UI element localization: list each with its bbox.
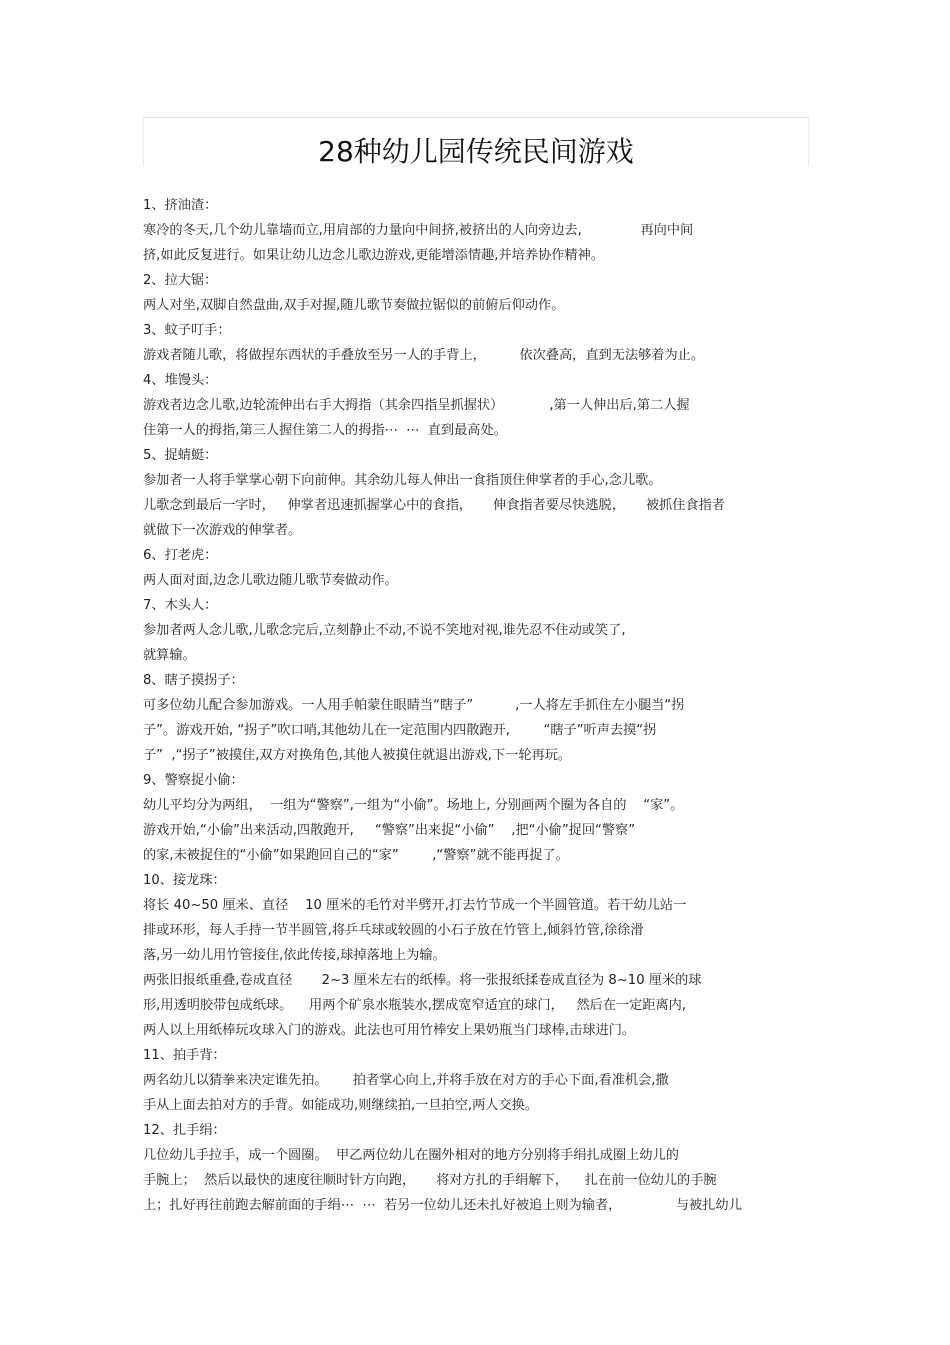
text-line: 挤,如此反复进行。如果让幼儿边念儿歌边游戏,更能增添情趣,并培养协作精神。 <box>143 248 604 263</box>
text-line: 参加者两人念儿歌,儿歌念完后,立刻静止不动,不说不笑地对视,谁先忍不住动或笑了, <box>143 623 626 638</box>
text-line: 可多位幼儿配合参加游戏。一人用手帕蒙住眼睛当“瞎子” ,一人将左手抓住左小腿当“拐 <box>143 698 685 713</box>
text-line: 的家,未被捉住的“小偷”如果跑回自己的“家” ,“警察”就不能再捉了。 <box>143 848 569 863</box>
text-line: 7、木头人： <box>143 598 218 613</box>
text-line: 8、瞎子摸拐子： <box>143 673 244 688</box>
text-line: 11、拍手背： <box>143 1048 226 1063</box>
text-line: 游戏者边念儿歌,边轮流伸出右手大拇指（其余四指呈抓握状） ,第一人伸出后,第二人握 <box>143 398 690 413</box>
text-line: 几位幼儿手拉手，成一个圆圈。 甲乙两位幼儿在圈外相对的地方分别将手绢扎成圈上幼儿的 <box>143 1148 679 1163</box>
text-line: 10、接龙珠： <box>143 873 226 888</box>
text-line: 两名幼儿以猜拳来决定谁先拍。 拍者掌心向上,并将手放在对方的手心下面,看准机会,撒 <box>143 1073 669 1088</box>
text-line: 手腕上； 然后以最快的速度往顺时针方向跑， 将对方扎的手绢解下， 扎在前一位幼儿的手腕 <box>143 1173 717 1188</box>
text-line: 儿歌念到最后一字时， 伸掌者迅速抓握掌心中的食指， 伸食指者要尽快逃脱， 被抓住食指者 <box>143 498 725 513</box>
text-line: 两人以上用纸棒玩攻球入门的游戏。此法也可用竹棒安上果奶瓶当门球棒,击球进门。 <box>143 1023 636 1038</box>
text-line: 上；扎好再往前跑去解前面的手绢⋯ ⋯ 若另一位幼儿还未扎好被追上则为输者， 与被扎幼儿 <box>143 1198 742 1213</box>
text-line: 游戏者随儿歌，将做捏东西状的手叠放至另一人的手背上， 依次叠高，直到无法够着为止。 <box>143 348 705 363</box>
text-line: 就算输。 <box>143 648 196 663</box>
text-line: 形,用透明胶带包成纸球。 用两个矿泉水瓶装水,摆成宽窄适宜的球门， 然后在一定距离内, <box>143 998 687 1013</box>
text-line: 手从上面去拍对方的手背。如能成功,则继续拍,一旦拍空,两人交换。 <box>143 1098 539 1113</box>
text-line: 住第一人的拇指,第三人握住第二人的拇指⋯ ⋯ 直到最高处。 <box>143 423 507 438</box>
text-line: 6、打老虎： <box>143 548 218 563</box>
text-line: 两人对坐,双脚自然盘曲,双手对握,随儿歌节奏做拉锯似的前俯后仰动作。 <box>143 298 565 313</box>
text-line: 5、捉蜻蜓： <box>143 448 218 463</box>
text-line: 参加者一人将手掌掌心朝下向前伸。其余幼儿每人伸出一食指顶住伸掌者的手心,念儿歌。 <box>143 473 662 488</box>
text-line: 游戏开始,“小偷”出来活动,四散跑开, “警察”出来捉“小偷” ,把“小偷”捉回“警察” <box>143 823 636 838</box>
document-title: 28种幼儿园传统民间游戏 <box>318 135 634 168</box>
text-line: 3、蚊子叮手： <box>143 323 231 338</box>
text-line: 将长 40~50 厘米、直径 10 厘米的毛竹对半劈开,打去竹节成一个半圆管道。若干幼儿站一 <box>143 898 687 913</box>
title-box <box>143 117 809 166</box>
text-line: 12、扎手绢： <box>143 1123 226 1138</box>
text-line: 2、拉大锯： <box>143 273 218 288</box>
text-line: 1、挤油渣： <box>143 198 218 213</box>
text-line: 两张旧报纸重叠,卷成直径 2~3 厘米左右的纸棒。将一张报纸揉卷成直径为 8~10 厘米的球 <box>143 973 702 988</box>
text-line: 子”。游戏开始, “拐子”吹口哨,其他幼儿在一定范围内四散跑开, “瞎子”听声去摸“拐 <box>143 723 657 738</box>
text-line: 排或环形，每人手持一节半圆管,将乒乓球或较圆的小石子放在竹管上,倾斜竹管,徐徐滑 <box>143 923 644 938</box>
text-line: 9、警察捉小偷： <box>143 773 244 788</box>
document-body <box>143 193 808 1218</box>
text-line: 两人面对面,边念儿歌边随儿歌节奏做动作。 <box>143 573 398 588</box>
text-line: 4、堆馒头： <box>143 373 218 388</box>
text-line: 幼儿平均分为两组， 一组为“警察”,一组为“小偷”。场地上, 分别画两个圈为各自的 “家”。 <box>143 798 684 813</box>
text-line: 寒冷的冬天,几个幼儿靠墙而立,用肩部的力量向中间挤,被挤出的人向旁边去, 再向中间 <box>143 223 694 238</box>
text-line: 就做下一次游戏的伸掌者。 <box>143 523 302 538</box>
text-line: 子” ,“拐子”被摸住,双方对换角色,其他人被摸住就退出游戏,下一轮再玩。 <box>143 748 572 763</box>
text-line: 落,另一幼儿用竹管接住,依此传接,球掉落地上为输。 <box>143 948 446 963</box>
